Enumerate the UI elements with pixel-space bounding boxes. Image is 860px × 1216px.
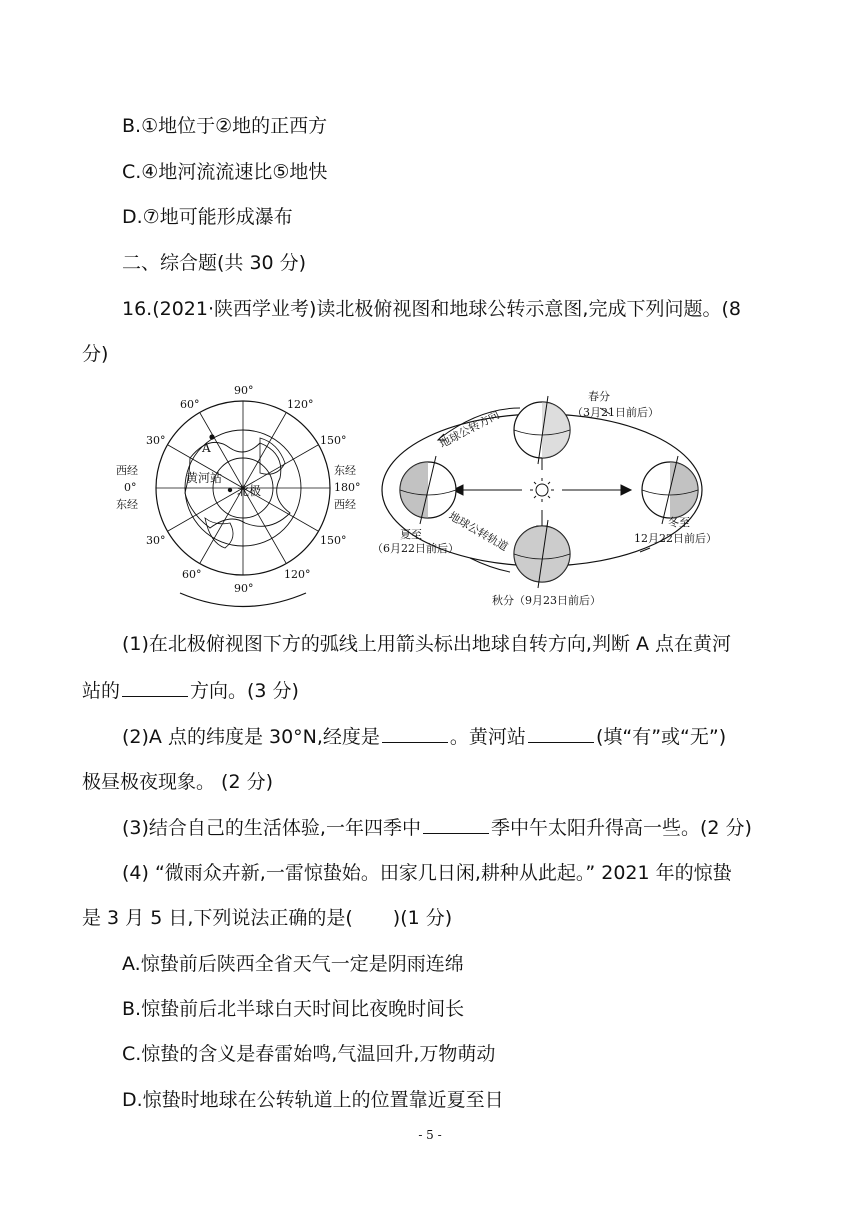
label-east-left: 东经 <box>116 498 138 511</box>
answer-blank[interactable] <box>382 724 448 743</box>
label-90-bottom: 90° <box>234 582 254 595</box>
label-90-top: 90° <box>234 384 254 397</box>
label-180: 180° <box>334 481 361 494</box>
option-a-q16: A.惊蛰前后陕西全省天气一定是阴雨连绵 <box>122 953 464 975</box>
option-d-q16: D.惊蛰时地球在公转轨道上的位置靠近夏至日 <box>122 1089 504 1111</box>
orbit-track-label: 地球公转轨道 <box>446 509 511 554</box>
part-2-line2: 极昼极夜现象。 (2 分) <box>82 771 273 793</box>
label-30-left: 30° <box>146 434 166 447</box>
question-16-line1: 16.(2021·陕西学业考)读北极俯视图和地球公转示意图,完成下列问题。(8 <box>122 298 741 320</box>
label-150-bottom: 150° <box>320 534 347 547</box>
winter-date: 12月22日前后） <box>634 532 717 545</box>
part-2-line1: (2)A 点的纬度是 30°N,经度是 。黄河站 (填“有”或“无”) <box>122 726 727 748</box>
section-heading: 二、综合题(共 30 分) <box>122 252 307 274</box>
answer-blank[interactable] <box>423 815 489 834</box>
part-3-line: (3)结合自己的生活体验,一年四季中 季中午太阳升得高一些。(2 分) <box>122 817 752 839</box>
autumn-label: 秋分（9月23日前后） <box>492 594 601 607</box>
spring-date: （3月21日前后） <box>572 406 659 419</box>
answer-blank[interactable] <box>122 678 188 697</box>
polar-labels <box>116 384 361 595</box>
option-c-q15: C.④地河流流速比⑤地快 <box>122 161 328 183</box>
point-a-label: A <box>202 441 211 455</box>
option-b-q15: B.①地位于②地的正西方 <box>122 115 328 137</box>
label-west-left: 西经 <box>116 464 138 477</box>
label-60-top: 60° <box>180 398 200 411</box>
label-east-right: 东经 <box>334 464 356 477</box>
option-c-q16: C.惊蛰的含义是春雷始鸣,气温回升,万物萌动 <box>122 1043 496 1065</box>
spring-label: 春分 <box>588 390 610 403</box>
answer-blank[interactable] <box>528 724 594 743</box>
label-west-right: 西经 <box>334 498 356 511</box>
option-b-q16: B.惊蛰前后北半球白天时间比夜晚时间长 <box>122 998 465 1020</box>
orbit-diagram <box>382 396 702 588</box>
option-d-q15: D.⑦地可能形成瀑布 <box>122 206 293 228</box>
part-1-line1: (1)在北极俯视图下方的弧线上用箭头标出地球自转方向,判断 A 点在黄河 <box>122 633 732 655</box>
north-pole-label: 北极 <box>237 484 262 498</box>
label-120-top: 120° <box>287 398 314 411</box>
figure-area <box>110 378 750 610</box>
page-number: - 5 - <box>418 1128 442 1142</box>
part-4-line2: 是 3 月 5 日,下列说法正确的是( )(1 分) <box>82 907 453 929</box>
summer-date: （6月22日前后） <box>372 542 459 555</box>
rotation-direction-label: 地球公转方向 <box>437 408 502 451</box>
part-1-line2: 站的 方向。(3 分) <box>82 680 299 702</box>
label-30-bottom: 30° <box>146 534 166 547</box>
summer-label: 夏至 <box>400 528 422 541</box>
label-120-bottom: 120° <box>284 568 311 581</box>
station-label: 黄河站 <box>186 471 223 485</box>
question-16-line2: 分) <box>82 343 109 365</box>
label-60-bottom: 60° <box>182 568 202 581</box>
part-4-line1: (4) “微雨众卉新,一雷惊蛰始。田家几日闲,耕种从此起。” 2021 年的惊蛰 <box>122 862 732 884</box>
label-150-right: 150° <box>320 434 347 447</box>
winter-label: 冬至 <box>668 516 690 529</box>
label-0: 0° <box>124 481 137 494</box>
